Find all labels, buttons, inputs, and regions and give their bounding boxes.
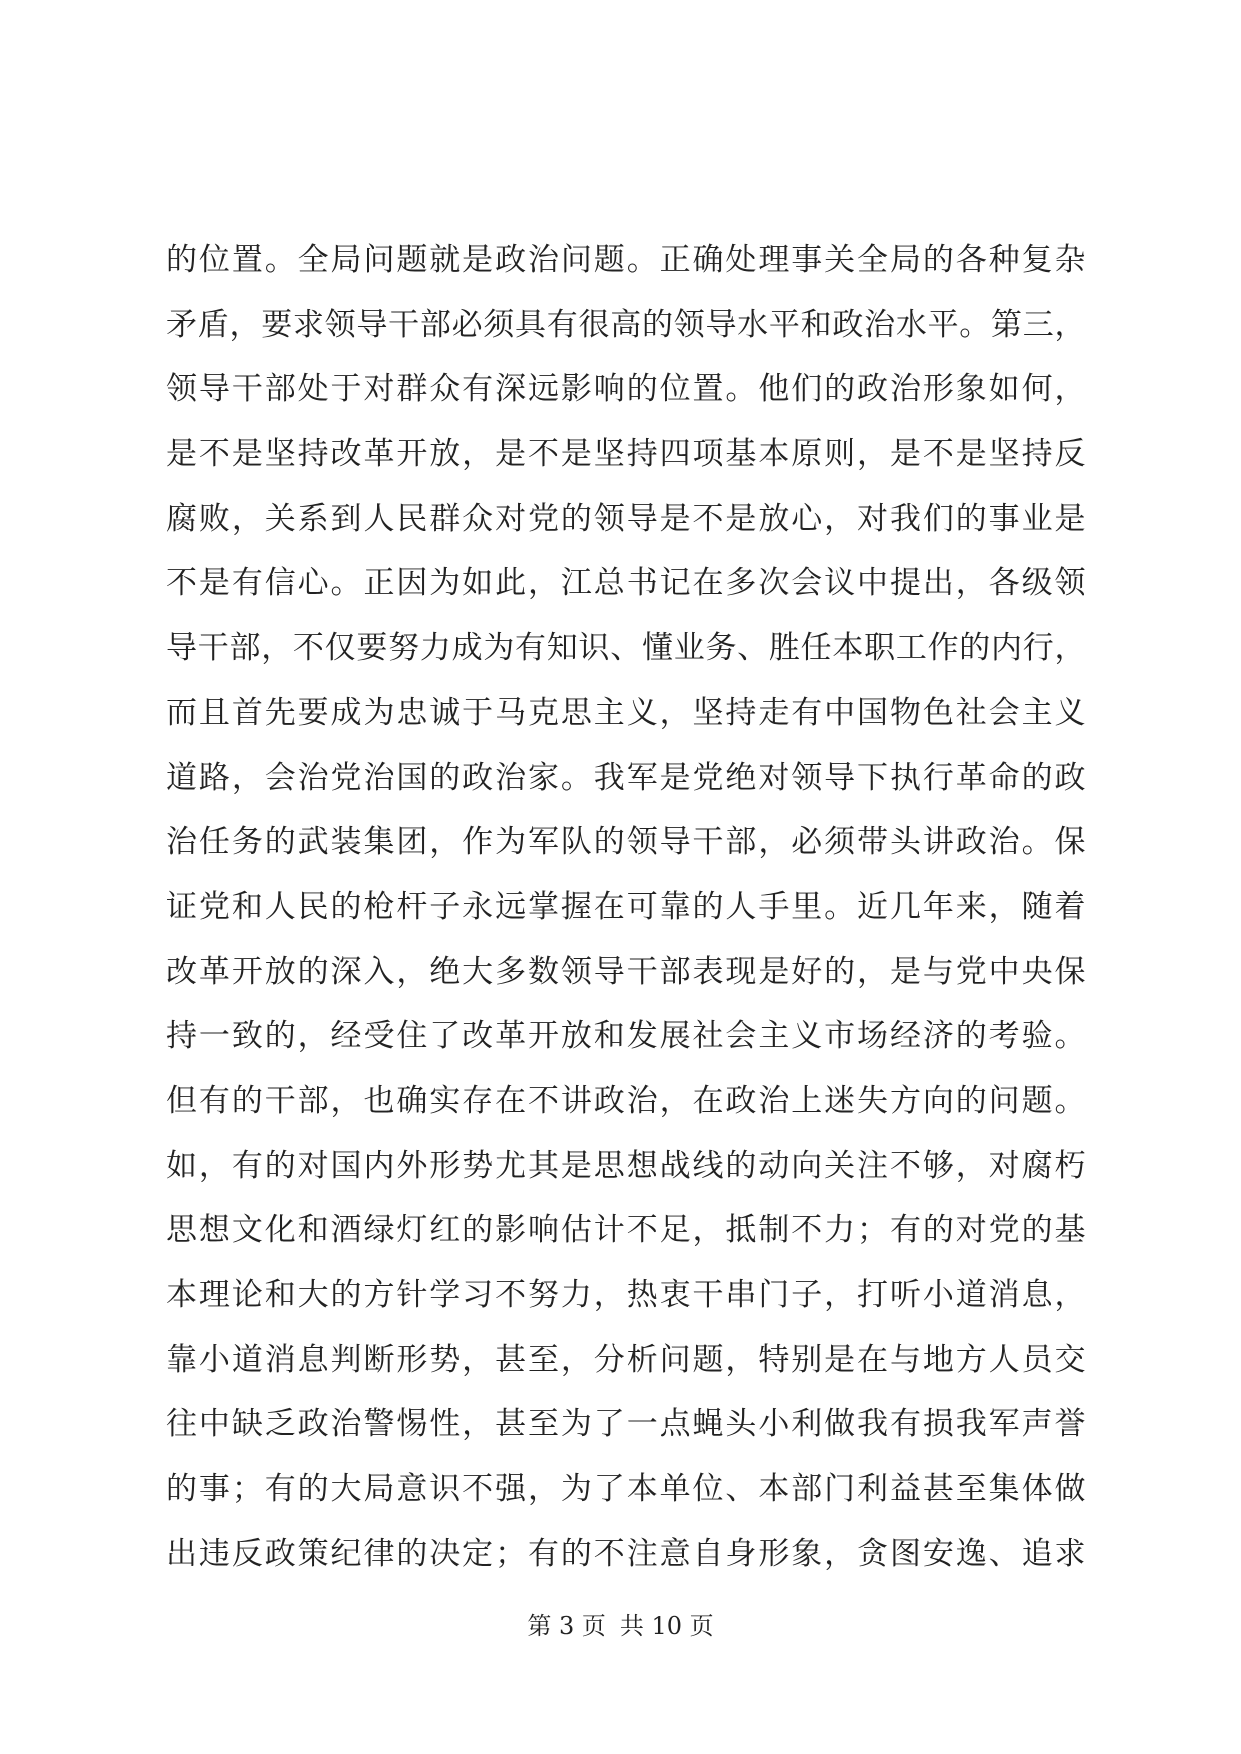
page-footer (0, 1606, 1241, 1641)
page-number: 第 3 页 (527, 1612, 606, 1640)
text-line-19: 往中缺乏政治警惕性，甚至为了一点蝇头小利做我有损我军声誉 (166, 1406, 1086, 1443)
text-line-16: 思想文化和酒绿灯红的影响估计不足，抵制不力；有的对党的基 (166, 1212, 1086, 1249)
text-line-7: 导干部，不仅要努力成为有知识、懂业务、胜任本职工作的内行， (166, 630, 1086, 667)
text-line-6: 不是有信心。正因为如此，江总书记在多次会议中提出，各级领 (166, 565, 1086, 602)
text-line-3: 领导干部处于对群众有深远影响的位置。他们的政治形象如何， (166, 371, 1086, 408)
text-line-13: 持一致的，经受住了改革开放和发展社会主义市场经济的考验。 (166, 1018, 1086, 1055)
text-line-20: 的事；有的大局意识不强，为了本单位、本部门利益甚至集体做 (166, 1471, 1086, 1508)
text-line-5: 腐败，关系到人民群众对党的领导是不是放心，对我们的事业是 (166, 500, 1086, 537)
page-total: 共 10 页 (619, 1612, 714, 1640)
text-line-17: 本理论和大的方针学习不努力，热衷干串门子，打听小道消息， (166, 1277, 1086, 1313)
text-line-9: 道路，会治党治国的政治家。我军是党绝对领导下执行革命的政 (166, 759, 1086, 796)
text-line-15: 如，有的对国内外形势尤其是思想战线的动向关注不够，对腐朽 (166, 1147, 1086, 1184)
text-line-11: 证党和人民的枪杆子永远掌握在可靠的人手里。近几年来，随着 (166, 888, 1086, 925)
text-line-10: 治任务的武装集团，作为军队的领导干部，必须带头讲政治。保 (166, 824, 1086, 861)
text-line-2: 矛盾，要求领导干部必须具有很高的领导水平和政治水平。第三， (166, 306, 1086, 343)
text-line-21: 出违反政策纪律的决定；有的不注意自身形象，贪图安逸、追求 (166, 1535, 1086, 1572)
text-line-18: 靠小道消息判断形势，甚至，分析问题，特别是在与地方人员交 (166, 1341, 1086, 1378)
text-line-14: 但有的干部，也确实存在不讲政治，在政治上迷失方向的问题。 (166, 1082, 1086, 1119)
text-line-4: 是不是坚持改革开放，是不是坚持四项基本原则，是不是坚持反 (166, 436, 1086, 473)
body-text (166, 228, 1086, 1586)
text-line-1: 的位置。全局问题就是政治问题。正确处理事关全局的各种复杂 (166, 242, 1086, 278)
text-line-8: 而且首先要成为忠诚于马克思主义，坚持走有中国物色社会主义 (166, 694, 1086, 731)
text-line-12: 改革开放的深入，绝大多数领导干部表现是好的，是与党中央保 (166, 953, 1086, 990)
